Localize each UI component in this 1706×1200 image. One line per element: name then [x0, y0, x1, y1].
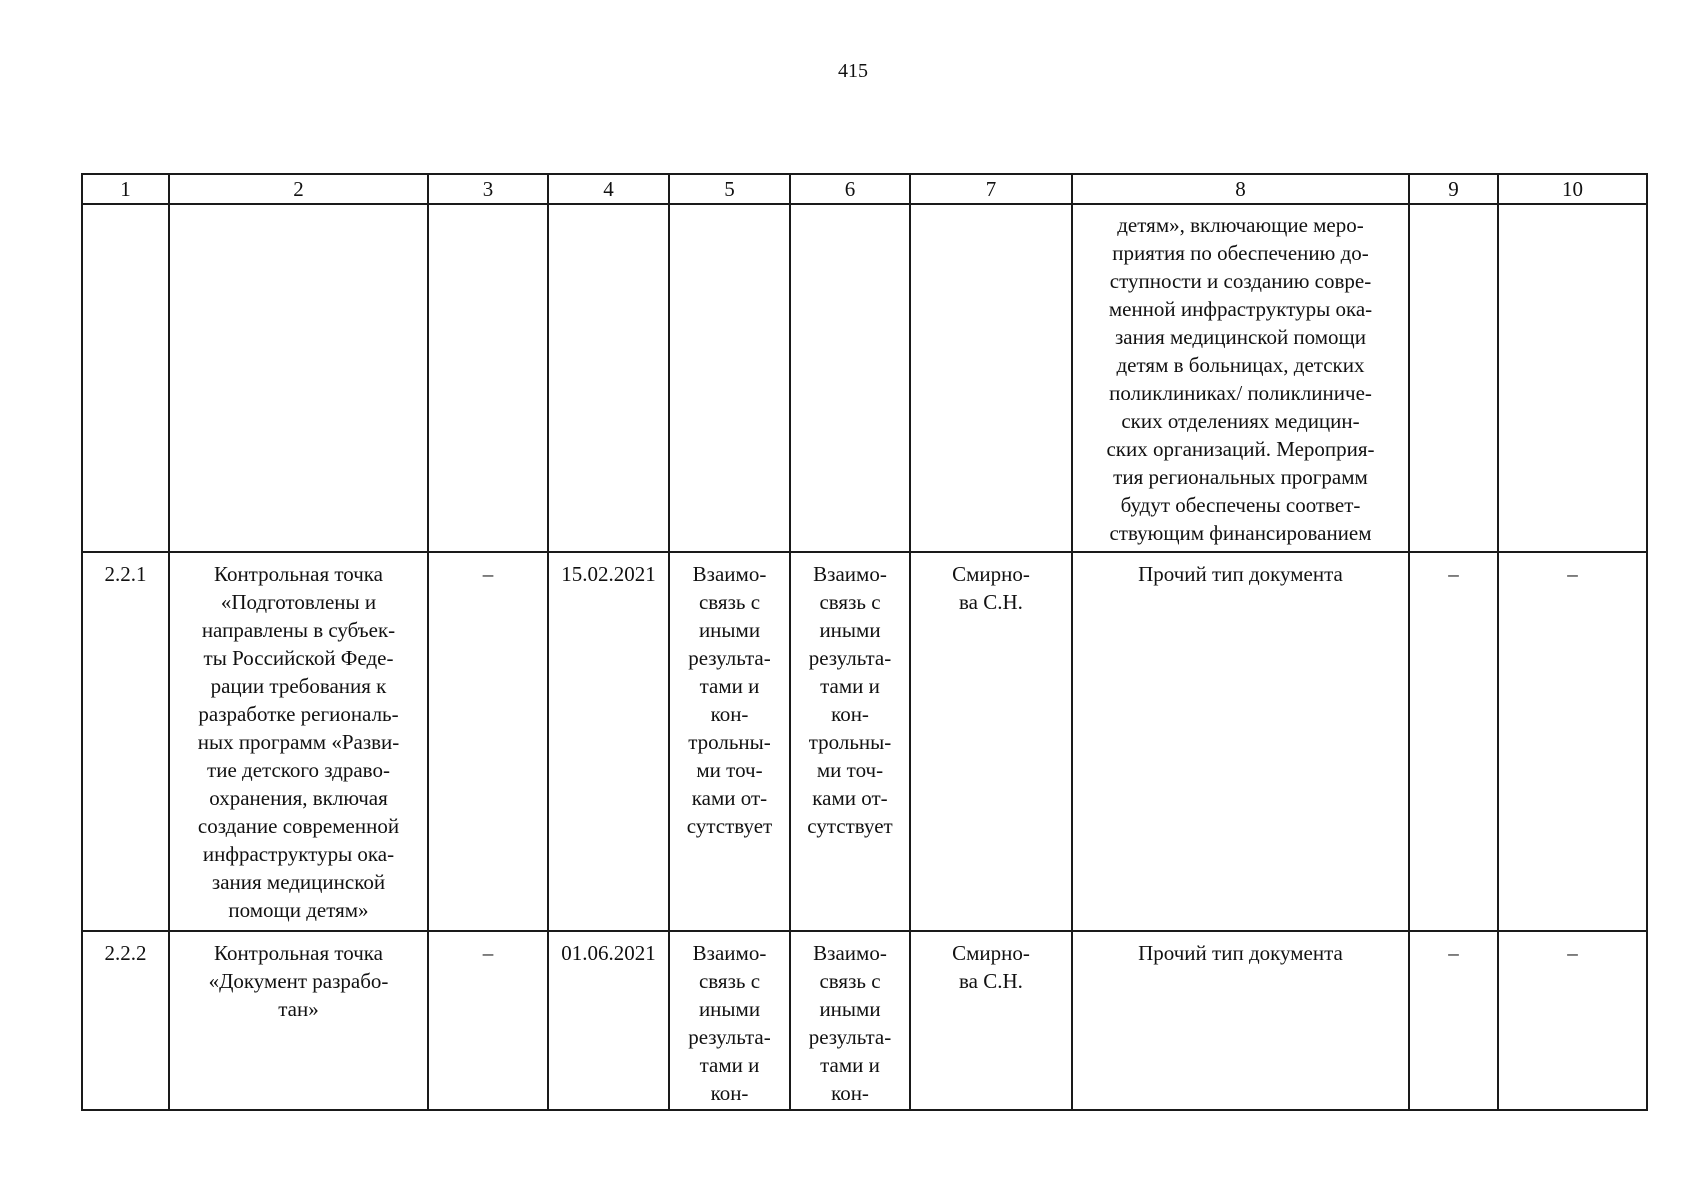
cell-col9: – [1409, 552, 1498, 931]
cell-name: Контрольная точка «Документ разрабо- тан» [169, 931, 428, 1110]
cell-number: 2.2.2 [82, 931, 169, 1110]
cell-col3: – [428, 552, 548, 931]
cell-col10: – [1498, 552, 1647, 931]
document-table [81, 173, 1648, 1111]
cell-date: 15.02.2021 [548, 552, 669, 931]
table-row-continuation [82, 204, 1647, 552]
cell-number [82, 204, 169, 552]
cell-responsible [910, 204, 1072, 552]
column-header-8: 8 [1072, 174, 1409, 204]
cell-description: Прочий тип документа [1072, 552, 1409, 931]
cell-date: 01.06.2021 [548, 931, 669, 1110]
column-header-10: 10 [1498, 174, 1647, 204]
cell-name: Контрольная точка «Подготовлены и направлены в субъек- ты Российской Феде- рации требования к разработке региональ- ных программ «Разви- тие детского здраво- охранения, включая создание современной инфраструктуры ока- зания медицинской помощи детям» [169, 552, 428, 931]
cell-col5: Взаимо- связь с иными результа- тами и кон- трольны- ми точ- ками от- сутствует [669, 552, 790, 931]
cell-col6: Взаимо- связь с иными результа- тами и кон- трольны- ми точ- ками от- сутствует [790, 552, 910, 931]
column-header-1: 1 [82, 174, 169, 204]
cell-col9: – [1409, 931, 1498, 1110]
cell-date [548, 204, 669, 552]
column-header-2: 2 [169, 174, 428, 204]
table-row-2-2-2 [82, 931, 1647, 1110]
cell-col10: – [1498, 931, 1647, 1110]
cell-col10 [1498, 204, 1647, 552]
cell-responsible: Смирно- ва С.Н. [910, 931, 1072, 1110]
cell-name [169, 204, 428, 552]
cell-number: 2.2.1 [82, 552, 169, 931]
column-header-6: 6 [790, 174, 910, 204]
cell-col6: Взаимо- связь с иными результа- тами и кон- [790, 931, 910, 1110]
column-header-5: 5 [669, 174, 790, 204]
cell-col3 [428, 204, 548, 552]
cell-description: Прочий тип документа [1072, 931, 1409, 1110]
column-header-4: 4 [548, 174, 669, 204]
table-row-2-2-1 [82, 552, 1647, 931]
column-header-7: 7 [910, 174, 1072, 204]
cell-description: детям», включающие меро- приятия по обеспечению до- ступности и созданию совре- менной инфраструктуры ока- зания медицинской помощи детям в больницах, детских поликлиниках/ поликлиниче- ских отделениях медицин- ских организаций. Мероприя- тия региональных программ будут обеспечены соответ- ствующим финансированием [1072, 204, 1409, 552]
cell-col6 [790, 204, 910, 552]
page-number: 415 [838, 60, 868, 82]
cell-col3: – [428, 931, 548, 1110]
cell-col5: Взаимо- связь с иными результа- тами и кон- [669, 931, 790, 1110]
cell-col9 [1409, 204, 1498, 552]
column-number-row [82, 174, 1647, 204]
column-header-3: 3 [428, 174, 548, 204]
column-header-9: 9 [1409, 174, 1498, 204]
cell-responsible: Смирно- ва С.Н. [910, 552, 1072, 931]
cell-col5 [669, 204, 790, 552]
